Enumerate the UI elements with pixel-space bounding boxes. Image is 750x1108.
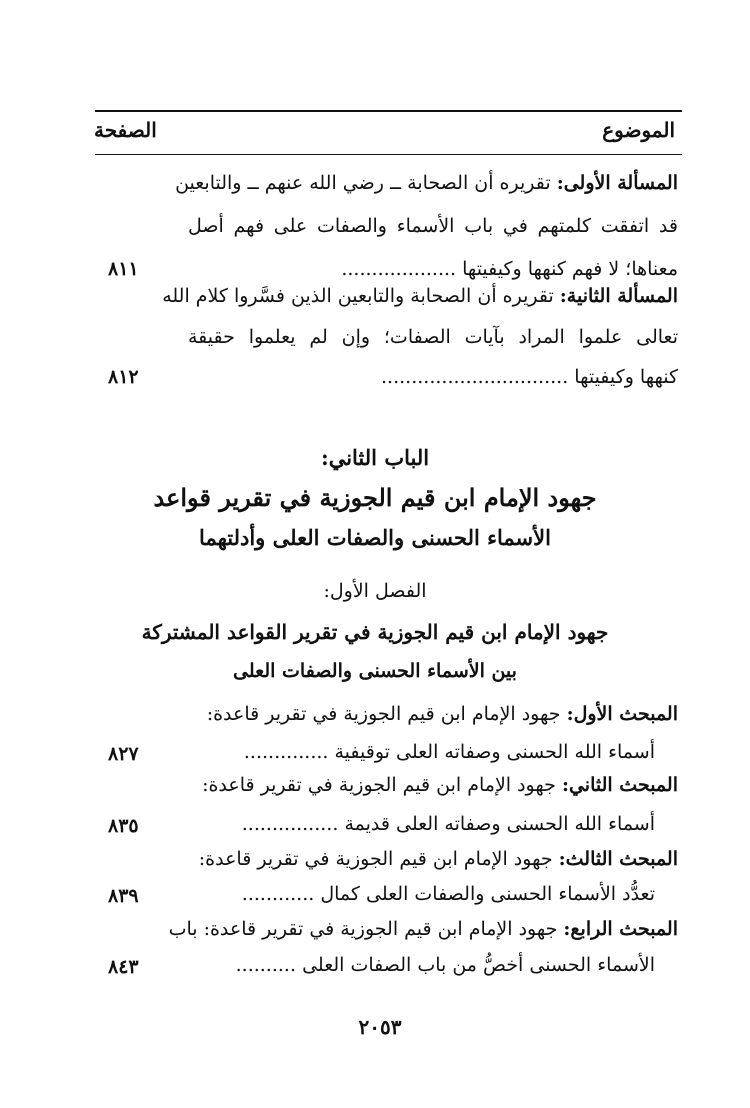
toc-entry-line xyxy=(162,285,678,307)
toc-entry-line xyxy=(188,215,678,237)
chapter-label: الباب الثاني: xyxy=(320,445,430,470)
toc-entry-line xyxy=(202,774,678,796)
column-header-page: الصفحة xyxy=(94,118,157,142)
toc-page-number: ٨٢٧ xyxy=(108,743,139,765)
entry-label: المبحث الثالث: xyxy=(558,848,678,870)
toc-page-number: ٨١١ xyxy=(108,258,139,280)
entry-text: جهود الإمام ابن قيم الجوزية في تقرير قاعدة: xyxy=(206,703,561,725)
toc-page-number: ٨٤٣ xyxy=(108,956,139,978)
entry-label: المسألة الأولى: xyxy=(556,172,678,194)
toc-page-number: ٨١٢ xyxy=(108,366,139,388)
toc-entry-line xyxy=(175,172,678,194)
entry-text: تعالى علموا المراد بآيات الصفات؛ وإن لم يعلموا حقيقة xyxy=(188,326,678,348)
entry-text: جهود الإمام ابن قيم الجوزية في تقرير قاعدة: xyxy=(198,848,553,870)
toc-page-number: ٨٣٥ xyxy=(108,815,139,837)
toc-entry-line xyxy=(381,366,678,388)
toc-entry-line xyxy=(341,258,678,280)
entry-text: تقريره أن الصحابة والتابعين الذين فسَّروا كلام الله xyxy=(162,285,554,307)
entry-text: أسماء الله الحسنى وصفاته العلى توقيفية xyxy=(334,741,655,763)
section-title-line: بين الأسماء الحسنى والصفات العلى xyxy=(233,660,517,682)
page-number: ٢٠٥٣ xyxy=(358,1015,402,1039)
leader-dots: ............ xyxy=(241,883,315,905)
entry-label: المسألة الثانية: xyxy=(559,285,678,307)
section-label: الفصل الأول: xyxy=(323,580,427,602)
toc-entry-line xyxy=(199,848,678,870)
leader-dots: ................ xyxy=(241,813,339,835)
entry-text: قد اتفقت كلمتهم في باب الأسماء والصفات على فهم أصل xyxy=(188,215,678,237)
toc-entry-line xyxy=(188,326,678,348)
leader-dots: .......... xyxy=(235,954,297,976)
entry-text: معناها؛ لا فهم كنهها وكيفيتها xyxy=(462,258,678,280)
toc-entry-line xyxy=(207,703,678,725)
entry-text: الأسماء الحسنى أخصُّ من باب الصفات العلى xyxy=(302,954,655,976)
leader-dots: ................... xyxy=(341,258,457,280)
toc-entry-line xyxy=(242,883,655,905)
chapter-title-line: الأسماء الحسنى والصفات العلى وأدلتهما xyxy=(199,525,551,550)
entry-text: تقريره أن الصحابة ــ رضي الله عنهم ــ والتابعين xyxy=(175,172,551,194)
leader-dots: .............. xyxy=(243,741,329,763)
entry-text: كنهها وكيفيتها xyxy=(574,366,678,388)
entry-label: المبحث الأول: xyxy=(566,703,678,725)
toc-entry-line xyxy=(169,918,678,940)
chapter-title-line: جهود الإمام ابن قيم الجوزية في تقرير قواعد xyxy=(153,483,597,512)
toc-entry-line xyxy=(244,741,655,763)
entry-label: المبحث الرابع: xyxy=(563,918,678,940)
column-header-topic: الموضوع xyxy=(602,118,675,142)
entry-text: جهود الإمام ابن قيم الجوزية في تقرير قاعدة: باب xyxy=(168,918,558,940)
entry-text: جهود الإمام ابن قيم الجوزية في تقرير قاعدة: xyxy=(202,774,556,796)
toc-entry-line xyxy=(242,813,655,835)
toc-page-number: ٨٣٩ xyxy=(108,885,139,907)
toc-entry-line xyxy=(236,954,655,976)
entry-text: أسماء الله الحسنى وصفاته العلى قديمة xyxy=(344,813,655,835)
header-rule xyxy=(95,154,682,155)
top-rule xyxy=(95,110,682,112)
entry-label: المبحث الثاني: xyxy=(561,774,678,796)
leader-dots: ............................... xyxy=(381,366,569,388)
section-title-line: جهود الإمام ابن قيم الجوزية في تقرير القواعد المشتركة xyxy=(141,620,609,644)
entry-text: تعدُّد الأسماء الحسنى والصفات العلى كمال xyxy=(320,883,655,905)
